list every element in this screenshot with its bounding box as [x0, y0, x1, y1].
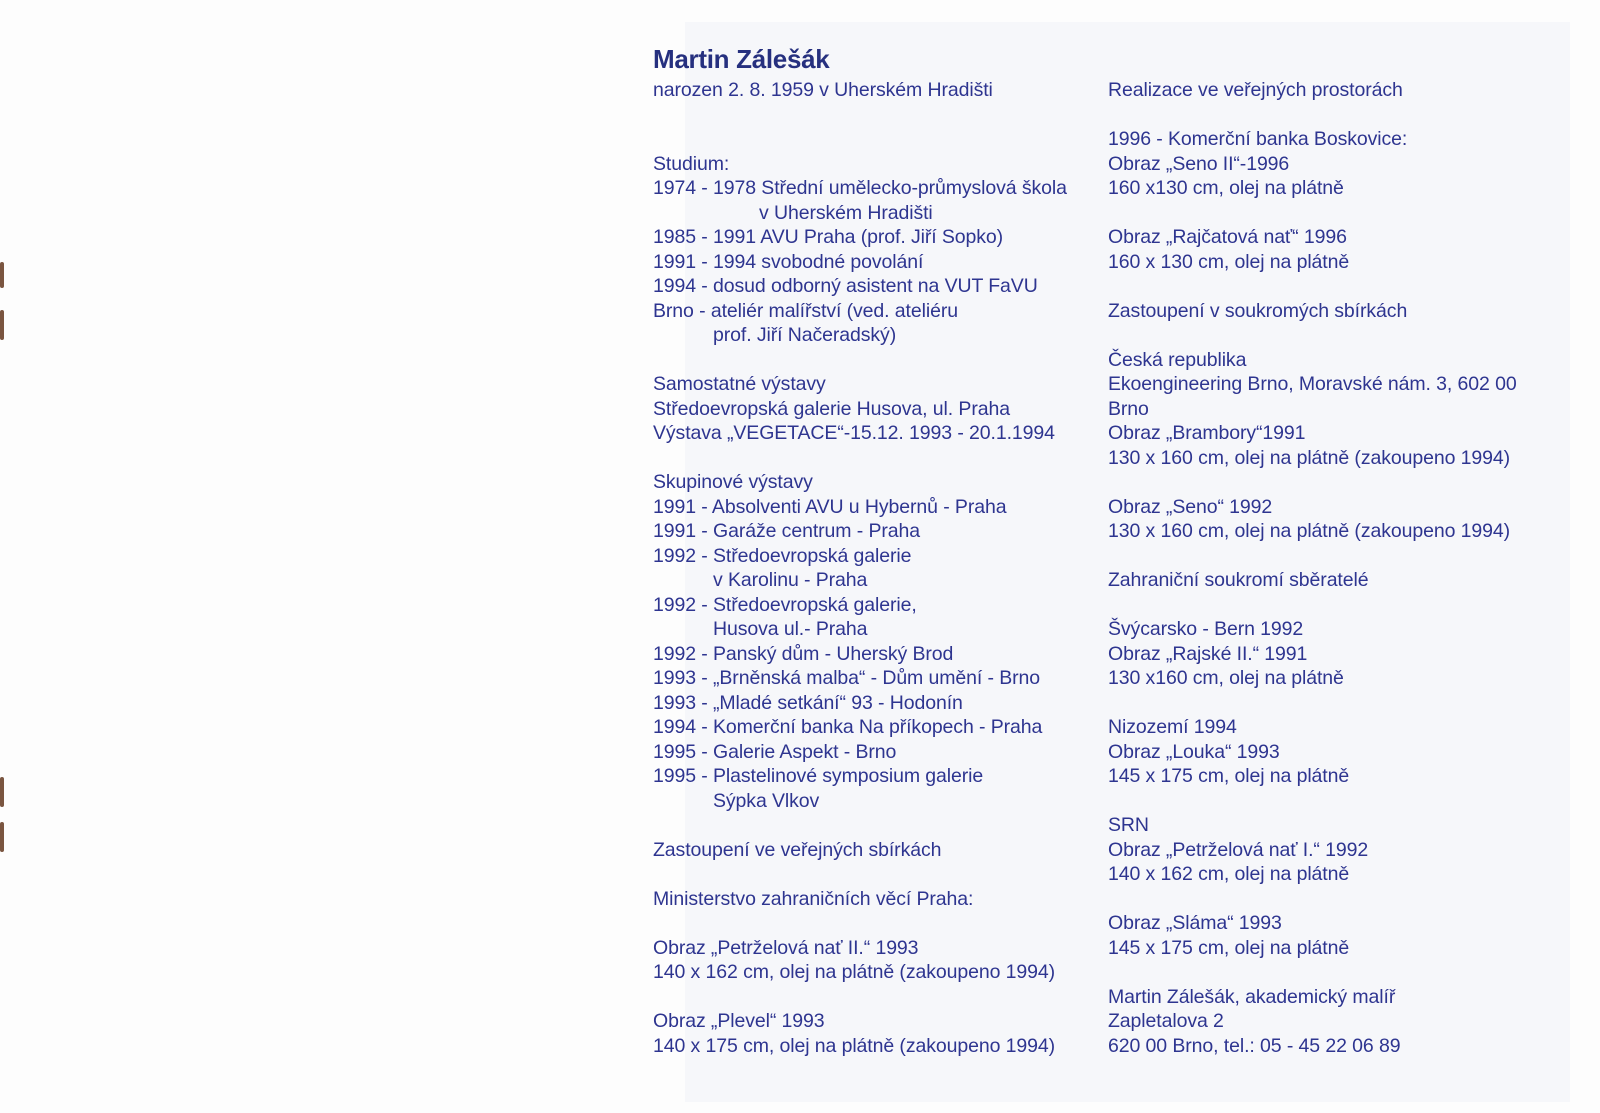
work-title: Obraz „Rajčatová nať“ 1996 [1108, 226, 1347, 248]
studium-item: v Uherském Hradišti [759, 201, 933, 224]
bank-line: 1996 - Komerční banka Boskovice: [1108, 128, 1408, 150]
artist-name: Martin Zálešák [653, 44, 830, 74]
solo-item: Středoevropská galerie Husova, ul. Praha [653, 397, 1010, 420]
private-collections-heading: Zastoupení v soukromých sbírkách [1108, 299, 1408, 322]
work-title: Obraz „Petrželová nať I.“ 1992 [1108, 838, 1369, 861]
group-heading: Skupinové výstavy [653, 471, 813, 493]
binding-mark [0, 262, 4, 288]
country-line: Nizozemí 1994 [1108, 716, 1237, 738]
studium-item: Brno - ateliér malířství (ved. ateliéru [653, 299, 958, 322]
studium-item: 1985 - 1991 AVU Praha (prof. Jiří Sopko) [653, 226, 1004, 248]
work-title: Obraz „Petrželová nať II.“ 1993 [653, 936, 919, 959]
studium-item: 1974 - 1978 Střední umělecko-průmyslová škola [653, 177, 1067, 199]
left-column [653, 78, 1113, 1058]
country-line: Česká republika [1108, 348, 1247, 371]
realizace-heading: Realizace ve veřejných prostorách [1108, 79, 1403, 101]
group-item: v Karolinu - Praha [713, 569, 868, 591]
public-collections-heading: Zastoupení ve veřejných sbírkách [653, 838, 942, 861]
group-item: 1992 - Panský dům - Uherský Brod [653, 642, 954, 665]
group-item: 1995 - Galerie Aspekt - Brno [653, 740, 897, 763]
group-item: 1995 - Plastelinové symposium galerie [653, 765, 984, 787]
work-title: Obraz „Seno II“-1996 [1108, 152, 1290, 175]
binding-mark [0, 822, 4, 852]
group-item: 1993 - „Mladé setkání“ 93 - Hodonín [653, 691, 963, 714]
work-description: 140 x 162 cm, olej na plátně (zakoupeno 1994) [653, 961, 1056, 983]
solo-item: Výstava „VEGETACE“-15.12. 1993 - 20.1.1994 [653, 422, 1055, 444]
foreign-collectors-heading: Zahraniční soukromí sběratelé [1108, 569, 1369, 591]
collector-line: Brno [1108, 397, 1149, 420]
work-title: Obraz „Rajské II.“ 1991 [1108, 642, 1308, 665]
work-description: 145 x 175 cm, olej na plátně [1108, 936, 1350, 959]
contact-city: 620 00 Brno, tel.: 05 - 45 22 06 89 [1108, 1034, 1401, 1057]
country-line: SRN [1108, 814, 1149, 836]
group-item: 1991 - Absolventi AVU u Hybernů - Praha [653, 495, 1007, 518]
work-description: 145 x 175 cm, olej na plátně [1108, 765, 1350, 787]
binding-mark [0, 777, 4, 807]
studium-item: 1994 - dosud odborný asistent na VUT FaVU [653, 275, 1038, 297]
studium-item: prof. Jiří Načeradský) [713, 324, 897, 346]
work-description: 160 x 130 cm, olej na plátně [1108, 250, 1350, 273]
work-title: Obraz „Plevel“ 1993 [653, 1010, 825, 1032]
contact-street: Zapletalova 2 [1108, 1010, 1224, 1032]
group-item: Husova ul.- Praha [713, 618, 868, 640]
group-item: 1993 - „Brněnská malba“ - Dům umění - Brno [653, 667, 1041, 689]
left-page [0, 0, 685, 1113]
ministry-line: Ministerstvo zahraničních věcí Praha: [653, 887, 974, 910]
contact-name: Martin Zálešák, akademický malíř [1108, 985, 1396, 1008]
group-item: 1991 - Garáže centrum - Praha [653, 520, 920, 542]
work-description: 130 x 160 cm, olej na plátně (zakoupeno 1994) [1108, 446, 1511, 469]
collector-line: Ekoengineering Brno, Moravské nám. 3, 602 00 [1108, 373, 1517, 395]
country-line: Švýcarsko - Bern 1992 [1108, 618, 1304, 640]
work-description: 130 x160 cm, olej na plátně [1108, 667, 1344, 689]
birth-line: narozen 2. 8. 1959 v Uherském Hradišti [653, 79, 993, 101]
work-title: Obraz „Brambory“1991 [1108, 422, 1306, 444]
work-title: Obraz „Seno“ 1992 [1108, 495, 1273, 518]
right-column [1108, 78, 1578, 1058]
work-title: Obraz „Louka“ 1993 [1108, 740, 1280, 763]
solo-heading: Samostatné výstavy [653, 373, 826, 395]
work-description: 140 x 175 cm, olej na plátně (zakoupeno 1994) [653, 1034, 1056, 1057]
work-description: 160 x130 cm, olej na plátně [1108, 177, 1344, 199]
work-title: Obraz „Sláma“ 1993 [1108, 912, 1282, 934]
group-item: 1994 - Komerční banka Na příkopech - Praha [653, 716, 1043, 738]
studium-item: 1991 - 1994 svobodné povolání [653, 250, 924, 273]
group-item: 1992 - Středoevropská galerie [653, 544, 912, 567]
binding-mark [0, 310, 4, 340]
group-item: 1992 - Středoevropská galerie, [653, 593, 917, 616]
work-description: 130 x 160 cm, olej na plátně (zakoupeno 1994) [1108, 520, 1511, 542]
group-item: Sýpka Vlkov [713, 789, 820, 812]
work-description: 140 x 162 cm, olej na plátně [1108, 863, 1350, 885]
studium-heading: Studium: [653, 152, 730, 175]
